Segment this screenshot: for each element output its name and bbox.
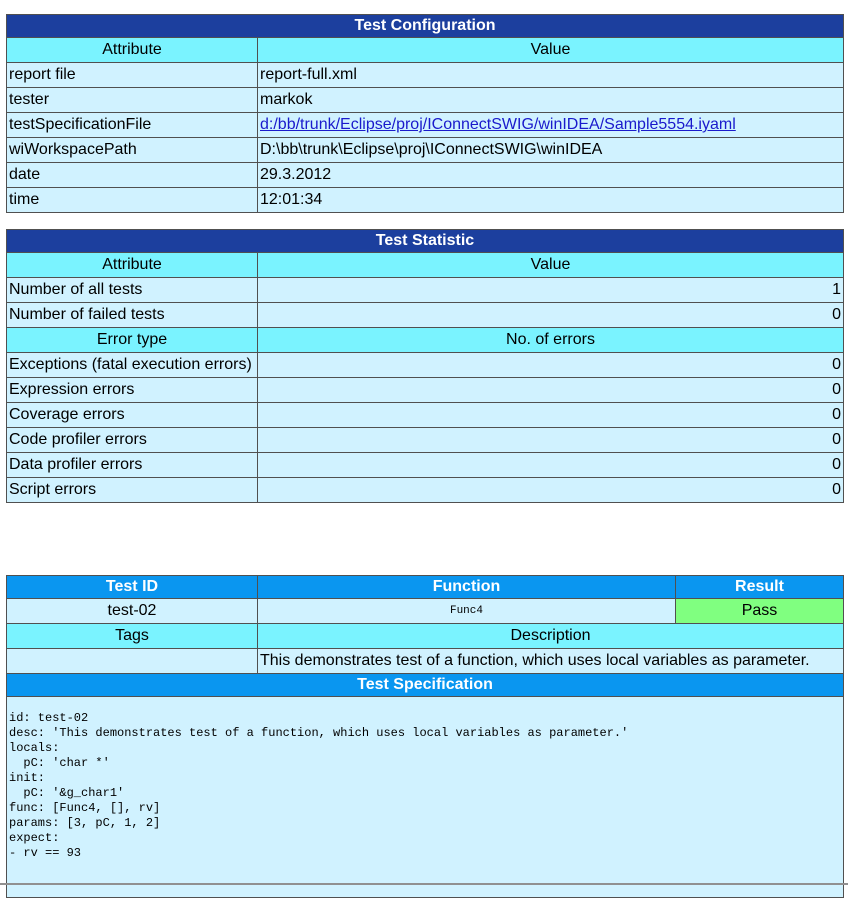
config-value: markok: [258, 88, 844, 113]
stat-col-num-errors: No. of errors: [258, 328, 844, 353]
test-id: test-02: [7, 599, 258, 624]
error-type: Data profiler errors: [7, 453, 258, 478]
stat-col-attribute: Attribute: [7, 253, 258, 278]
config-attr: report file: [7, 63, 258, 88]
error-count: 0: [258, 403, 844, 428]
col-description: Description: [258, 624, 844, 649]
config-attr: testSpecificationFile: [7, 113, 258, 138]
page-bottom-divider: [0, 883, 848, 885]
spec-text: id: test-02 desc: 'This demonstrates test of a function, which uses local variables as parameter.' locals: pC: 'char *' init: pC: '&g_char1' func: [Func4, [], rv] params: [3, pC, 1, 2] expect: - rv == 93: [9, 711, 629, 860]
error-count: 0: [258, 453, 844, 478]
test-result-table: [6, 575, 844, 898]
test-desc-row: [7, 649, 844, 674]
col-tags: Tags: [7, 624, 258, 649]
error-row: [7, 353, 844, 378]
spec-title: Test Specification: [7, 674, 844, 697]
config-value: [258, 113, 844, 138]
error-row: [7, 478, 844, 503]
stat-value: 1: [258, 278, 844, 303]
test-description: This demonstrates test of a function, which uses local variables as parameter.: [258, 649, 844, 674]
config-attr: tester: [7, 88, 258, 113]
test-statistic-table: [6, 229, 844, 503]
config-row: [7, 188, 844, 213]
error-count: 0: [258, 353, 844, 378]
col-result: Result: [676, 576, 844, 599]
spec-cell: [7, 697, 844, 898]
config-row: [7, 138, 844, 163]
test-result-badge: Pass: [676, 599, 844, 624]
config-value: D:\bb\trunk\Eclipse\proj\IConnectSWIG\winIDEA: [258, 138, 844, 163]
config-attr: wiWorkspacePath: [7, 138, 258, 163]
error-type: Script errors: [7, 478, 258, 503]
test-function: Func4: [258, 599, 676, 624]
config-value: report-full.xml: [258, 63, 844, 88]
stat-col-error-type: Error type: [7, 328, 258, 353]
statistic-title: Test Statistic: [7, 230, 844, 253]
test-tags: [7, 649, 258, 674]
stat-row: [7, 303, 844, 328]
error-count: 0: [258, 378, 844, 403]
error-type: Coverage errors: [7, 403, 258, 428]
col-test-id: Test ID: [7, 576, 258, 599]
error-count: 0: [258, 428, 844, 453]
config-row: [7, 63, 844, 88]
config-attr: date: [7, 163, 258, 188]
col-function: Function: [258, 576, 676, 599]
error-row: [7, 403, 844, 428]
stat-row: [7, 278, 844, 303]
config-col-value: Value: [258, 38, 844, 63]
config-value: 29.3.2012: [258, 163, 844, 188]
test-configuration-table: [6, 14, 844, 213]
config-value: 12:01:34: [258, 188, 844, 213]
config-attr: time: [7, 188, 258, 213]
config-col-attribute: Attribute: [7, 38, 258, 63]
stat-value: 0: [258, 303, 844, 328]
config-row: [7, 113, 844, 138]
config-row: [7, 163, 844, 188]
error-type: Expression errors: [7, 378, 258, 403]
test-row: [7, 599, 844, 624]
stat-attr: Number of all tests: [7, 278, 258, 303]
error-row: [7, 428, 844, 453]
stat-attr: Number of failed tests: [7, 303, 258, 328]
error-type: Exceptions (fatal execution errors): [7, 353, 258, 378]
spec-file-link[interactable]: d:/bb/trunk/Eclipse/proj/IConnectSWIG/winIDEA/Sample5554.iyaml: [260, 116, 736, 133]
error-row: [7, 378, 844, 403]
error-row: [7, 453, 844, 478]
config-title: Test Configuration: [7, 15, 844, 38]
error-type: Code profiler errors: [7, 428, 258, 453]
stat-col-value: Value: [258, 253, 844, 278]
error-count: 0: [258, 478, 844, 503]
config-row: [7, 88, 844, 113]
